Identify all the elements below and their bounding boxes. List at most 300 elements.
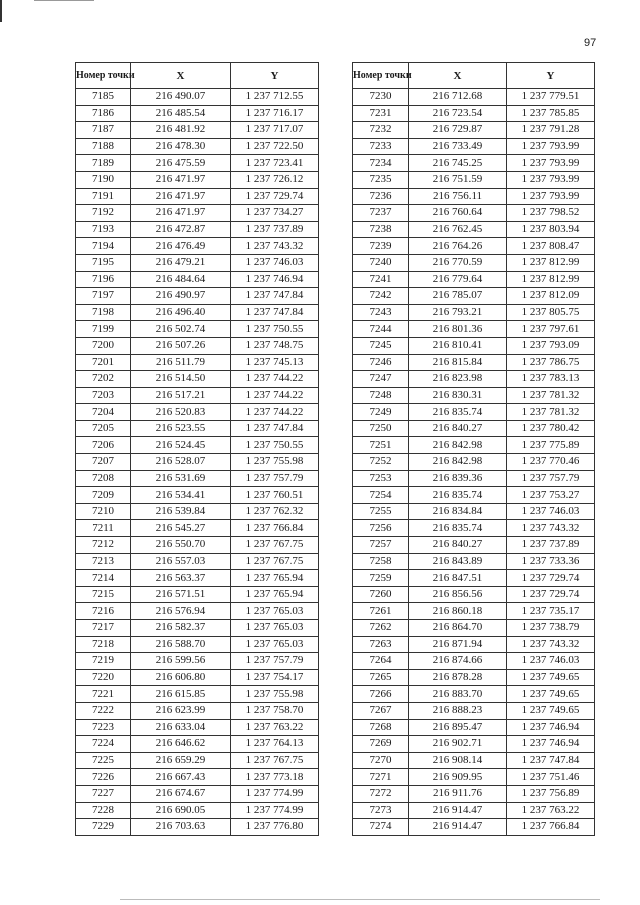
cell-y: 1 237 812.09: [507, 288, 595, 305]
cell-point-number: 7258: [353, 553, 409, 570]
table-row: [353, 620, 595, 637]
cell-x: 216 582.37: [131, 620, 231, 637]
cell-x: 216 545.27: [131, 520, 231, 537]
cell-point-number: 7261: [353, 603, 409, 620]
table-row: [353, 105, 595, 122]
cell-x: 216 484.64: [131, 271, 231, 288]
table-row: [76, 387, 319, 404]
table-row: [76, 653, 319, 670]
cell-x: 216 528.07: [131, 454, 231, 471]
cell-y: 1 237 729.74: [507, 570, 595, 587]
cell-x: 216 703.63: [131, 819, 231, 836]
cell-point-number: 7196: [76, 271, 131, 288]
cell-point-number: 7259: [353, 570, 409, 587]
cell-point-number: 7242: [353, 288, 409, 305]
cell-x: 216 615.85: [131, 686, 231, 703]
cell-x: 216 770.59: [409, 254, 507, 271]
cell-point-number: 7198: [76, 304, 131, 321]
table-row: [353, 653, 595, 670]
cell-x: 216 785.07: [409, 288, 507, 305]
cell-x: 216 810.41: [409, 337, 507, 354]
table-row: [353, 736, 595, 753]
cell-x: 216 511.79: [131, 354, 231, 371]
cell-y: 1 237 793.99: [507, 138, 595, 155]
table-row: [353, 669, 595, 686]
cell-x: 216 908.14: [409, 752, 507, 769]
table-row: [353, 769, 595, 786]
cell-point-number: 7231: [353, 105, 409, 122]
cell-y: 1 237 791.28: [507, 122, 595, 139]
cell-point-number: 7208: [76, 470, 131, 487]
table-row: [76, 420, 319, 437]
cell-point-number: 7267: [353, 702, 409, 719]
cell-point-number: 7202: [76, 371, 131, 388]
cell-point-number: 7250: [353, 420, 409, 437]
table-row: [76, 702, 319, 719]
cell-y: 1 237 744.22: [231, 404, 319, 421]
scan-edge-mark: [0, 0, 2, 22]
cell-x: 216 815.84: [409, 354, 507, 371]
table-row: [353, 553, 595, 570]
table-row: [76, 819, 319, 836]
cell-point-number: 7265: [353, 669, 409, 686]
cell-x: 216 478.30: [131, 138, 231, 155]
table-row: [353, 570, 595, 587]
cell-y: 1 237 735.17: [507, 603, 595, 620]
cell-x: 216 531.69: [131, 470, 231, 487]
cell-point-number: 7188: [76, 138, 131, 155]
cell-x: 216 843.89: [409, 553, 507, 570]
cell-x: 216 517.21: [131, 387, 231, 404]
cell-point-number: 7215: [76, 586, 131, 603]
cell-y: 1 237 753.27: [507, 487, 595, 504]
table-row: [353, 503, 595, 520]
cell-point-number: 7225: [76, 752, 131, 769]
cell-y: 1 237 780.42: [507, 420, 595, 437]
cell-y: 1 237 797.61: [507, 321, 595, 338]
cell-point-number: 7214: [76, 570, 131, 587]
table-row: [76, 454, 319, 471]
cell-point-number: 7251: [353, 437, 409, 454]
cell-x: 216 823.98: [409, 371, 507, 388]
header-y: Y: [507, 63, 595, 89]
cell-point-number: 7236: [353, 188, 409, 205]
cell-y: 1 237 749.65: [507, 669, 595, 686]
cell-y: 1 237 729.74: [507, 586, 595, 603]
cell-point-number: 7230: [353, 89, 409, 106]
cell-x: 216 733.49: [409, 138, 507, 155]
cell-y: 1 237 812.99: [507, 254, 595, 271]
cell-y: 1 237 747.84: [231, 420, 319, 437]
cell-point-number: 7186: [76, 105, 131, 122]
cell-x: 216 485.54: [131, 105, 231, 122]
table-row: [353, 122, 595, 139]
table-row: [353, 254, 595, 271]
cell-point-number: 7269: [353, 736, 409, 753]
cell-point-number: 7197: [76, 288, 131, 305]
table-row: [76, 105, 319, 122]
cell-x: 216 550.70: [131, 537, 231, 554]
cell-point-number: 7207: [76, 454, 131, 471]
cell-x: 216 914.47: [409, 819, 507, 836]
table-row: [76, 570, 319, 587]
cell-y: 1 237 774.99: [231, 785, 319, 802]
table-row: [353, 238, 595, 255]
cell-y: 1 237 746.03: [507, 653, 595, 670]
table-row: [353, 155, 595, 172]
table-row: [76, 636, 319, 653]
table-row: [76, 520, 319, 537]
cell-y: 1 237 803.94: [507, 221, 595, 238]
cell-y: 1 237 746.94: [507, 736, 595, 753]
cell-y: 1 237 746.03: [231, 254, 319, 271]
table-row: [76, 254, 319, 271]
cell-point-number: 7201: [76, 354, 131, 371]
cell-y: 1 237 745.13: [231, 354, 319, 371]
table-row: [353, 487, 595, 504]
cell-point-number: 7246: [353, 354, 409, 371]
cell-point-number: 7209: [76, 487, 131, 504]
cell-point-number: 7263: [353, 636, 409, 653]
cell-y: 1 237 749.65: [507, 702, 595, 719]
cell-point-number: 7219: [76, 653, 131, 670]
page-number: 97: [584, 37, 597, 49]
cell-point-number: 7264: [353, 653, 409, 670]
cell-x: 216 793.21: [409, 304, 507, 321]
table-row: [353, 387, 595, 404]
cell-x: 216 856.56: [409, 586, 507, 603]
table-row: [76, 221, 319, 238]
cell-x: 216 864.70: [409, 620, 507, 637]
table-row: [353, 89, 595, 106]
table-row: [76, 321, 319, 338]
cell-y: 1 237 779.51: [507, 89, 595, 106]
cell-x: 216 764.26: [409, 238, 507, 255]
table-row: [76, 553, 319, 570]
cell-y: 1 237 717.07: [231, 122, 319, 139]
cell-point-number: 7241: [353, 271, 409, 288]
cell-y: 1 237 765.03: [231, 620, 319, 637]
table-row: [76, 288, 319, 305]
cell-x: 216 490.07: [131, 89, 231, 106]
cell-x: 216 667.43: [131, 769, 231, 786]
cell-y: 1 237 783.13: [507, 371, 595, 388]
cell-x: 216 471.97: [131, 171, 231, 188]
table-row: [353, 537, 595, 554]
cell-y: 1 237 747.84: [231, 288, 319, 305]
cell-y: 1 237 765.03: [231, 636, 319, 653]
cell-y: 1 237 744.22: [231, 371, 319, 388]
cell-point-number: 7273: [353, 802, 409, 819]
cell-x: 216 646.62: [131, 736, 231, 753]
cell-y: 1 237 781.32: [507, 387, 595, 404]
cell-point-number: 7217: [76, 620, 131, 637]
table-row: [353, 371, 595, 388]
cell-point-number: 7256: [353, 520, 409, 537]
table-row: [76, 271, 319, 288]
header-x: X: [409, 63, 507, 89]
cell-point-number: 7187: [76, 122, 131, 139]
cell-x: 216 479.21: [131, 254, 231, 271]
table-row: [353, 354, 595, 371]
header-point-number: Номер точки: [76, 63, 131, 89]
cell-point-number: 7229: [76, 819, 131, 836]
table-header-row: [76, 63, 319, 89]
cell-y: 1 237 766.84: [231, 520, 319, 537]
cell-point-number: 7239: [353, 238, 409, 255]
cell-x: 216 842.98: [409, 454, 507, 471]
cell-y: 1 237 798.52: [507, 205, 595, 222]
cell-y: 1 237 765.94: [231, 586, 319, 603]
cell-y: 1 237 793.99: [507, 188, 595, 205]
cell-point-number: 7254: [353, 487, 409, 504]
cell-point-number: 7190: [76, 171, 131, 188]
cell-x: 216 481.92: [131, 122, 231, 139]
cell-point-number: 7226: [76, 769, 131, 786]
cell-point-number: 7216: [76, 603, 131, 620]
cell-y: 1 237 785.85: [507, 105, 595, 122]
cell-point-number: 7270: [353, 752, 409, 769]
cell-y: 1 237 765.03: [231, 603, 319, 620]
table-row: [76, 802, 319, 819]
table-row: [353, 819, 595, 836]
cell-x: 216 496.40: [131, 304, 231, 321]
cell-point-number: 7260: [353, 586, 409, 603]
cell-point-number: 7192: [76, 205, 131, 222]
cell-point-number: 7249: [353, 404, 409, 421]
cell-y: 1 237 767.75: [231, 752, 319, 769]
cell-y: 1 237 808.47: [507, 238, 595, 255]
cell-point-number: 7204: [76, 404, 131, 421]
cell-point-number: 7194: [76, 238, 131, 255]
cell-y: 1 237 767.75: [231, 537, 319, 554]
cell-point-number: 7257: [353, 537, 409, 554]
cell-point-number: 7210: [76, 503, 131, 520]
cell-x: 216 878.28: [409, 669, 507, 686]
cell-x: 216 534.41: [131, 487, 231, 504]
table-row: [76, 603, 319, 620]
cell-x: 216 762.45: [409, 221, 507, 238]
cell-x: 216 623.99: [131, 702, 231, 719]
cell-y: 1 237 767.75: [231, 553, 319, 570]
cell-y: 1 237 763.22: [231, 719, 319, 736]
cell-y: 1 237 757.79: [231, 653, 319, 670]
cell-x: 216 712.68: [409, 89, 507, 106]
table-row: [76, 669, 319, 686]
cell-point-number: 7235: [353, 171, 409, 188]
cell-y: 1 237 756.89: [507, 785, 595, 802]
table-row: [353, 702, 595, 719]
cell-y: 1 237 743.32: [507, 520, 595, 537]
table-row: [353, 636, 595, 653]
cell-x: 216 756.11: [409, 188, 507, 205]
cell-point-number: 7193: [76, 221, 131, 238]
cell-x: 216 539.84: [131, 503, 231, 520]
table-row: [76, 537, 319, 554]
cell-point-number: 7218: [76, 636, 131, 653]
cell-point-number: 7238: [353, 221, 409, 238]
cell-y: 1 237 754.17: [231, 669, 319, 686]
cell-y: 1 237 738.79: [507, 620, 595, 637]
table-row: [76, 155, 319, 172]
cell-x: 216 888.23: [409, 702, 507, 719]
cell-point-number: 7262: [353, 620, 409, 637]
cell-x: 216 723.54: [409, 105, 507, 122]
cell-point-number: 7189: [76, 155, 131, 172]
table-row: [76, 470, 319, 487]
cell-point-number: 7213: [76, 553, 131, 570]
cell-point-number: 7247: [353, 371, 409, 388]
table-row: [353, 404, 595, 421]
cell-point-number: 7200: [76, 337, 131, 354]
table-row: [76, 437, 319, 454]
cell-x: 216 659.29: [131, 752, 231, 769]
cell-y: 1 237 746.03: [507, 503, 595, 520]
cell-point-number: 7206: [76, 437, 131, 454]
cell-x: 216 871.94: [409, 636, 507, 653]
cell-y: 1 237 793.99: [507, 155, 595, 172]
table-row: [353, 603, 595, 620]
cell-point-number: 7195: [76, 254, 131, 271]
table-row: [76, 719, 319, 736]
cell-x: 216 690.05: [131, 802, 231, 819]
table-row: [353, 171, 595, 188]
cell-point-number: 7266: [353, 686, 409, 703]
cell-y: 1 237 744.22: [231, 387, 319, 404]
cell-point-number: 7232: [353, 122, 409, 139]
table-row: [76, 686, 319, 703]
scan-bottom-line: [120, 899, 600, 900]
cell-point-number: 7245: [353, 337, 409, 354]
coordinates-table-left: [75, 62, 319, 836]
cell-x: 216 502.74: [131, 321, 231, 338]
cell-x: 216 471.97: [131, 188, 231, 205]
cell-y: 1 237 773.18: [231, 769, 319, 786]
header-x: X: [131, 63, 231, 89]
cell-y: 1 237 770.46: [507, 454, 595, 471]
cell-y: 1 237 812.99: [507, 271, 595, 288]
cell-point-number: 7211: [76, 520, 131, 537]
cell-x: 216 729.87: [409, 122, 507, 139]
table-row: [353, 454, 595, 471]
cell-x: 216 557.03: [131, 553, 231, 570]
cell-x: 216 895.47: [409, 719, 507, 736]
cell-x: 216 835.74: [409, 404, 507, 421]
cell-y: 1 237 805.75: [507, 304, 595, 321]
table-row: [76, 238, 319, 255]
cell-point-number: 7199: [76, 321, 131, 338]
cell-x: 216 514.50: [131, 371, 231, 388]
cell-y: 1 237 774.99: [231, 802, 319, 819]
cell-x: 216 475.59: [131, 155, 231, 172]
cell-y: 1 237 757.79: [507, 470, 595, 487]
cell-y: 1 237 746.94: [231, 271, 319, 288]
cell-x: 216 633.04: [131, 719, 231, 736]
cell-x: 216 599.56: [131, 653, 231, 670]
table-row: [353, 437, 595, 454]
table-row: [353, 288, 595, 305]
cell-point-number: 7253: [353, 470, 409, 487]
cell-y: 1 237 722.50: [231, 138, 319, 155]
cell-x: 216 571.51: [131, 586, 231, 603]
cell-point-number: 7212: [76, 537, 131, 554]
cell-x: 216 902.71: [409, 736, 507, 753]
table-row: [76, 769, 319, 786]
cell-x: 216 507.26: [131, 337, 231, 354]
cell-x: 216 883.70: [409, 686, 507, 703]
cell-point-number: 7272: [353, 785, 409, 802]
cell-y: 1 237 733.36: [507, 553, 595, 570]
cell-x: 216 520.83: [131, 404, 231, 421]
cell-x: 216 860.18: [409, 603, 507, 620]
cell-x: 216 874.66: [409, 653, 507, 670]
cell-y: 1 237 763.22: [507, 802, 595, 819]
cell-x: 216 839.36: [409, 470, 507, 487]
table-row: [76, 404, 319, 421]
cell-point-number: 7221: [76, 686, 131, 703]
cell-x: 216 801.36: [409, 321, 507, 338]
table-header-row: [353, 63, 595, 89]
coordinates-table-right: [352, 62, 595, 836]
table-row: [353, 686, 595, 703]
cell-y: 1 237 786.75: [507, 354, 595, 371]
table-row: [76, 752, 319, 769]
cell-y: 1 237 747.84: [507, 752, 595, 769]
cell-y: 1 237 716.17: [231, 105, 319, 122]
cell-x: 216 490.97: [131, 288, 231, 305]
table-row: [353, 520, 595, 537]
table-row: [76, 785, 319, 802]
table-row: [353, 802, 595, 819]
scan-edge-mark: [34, 0, 94, 1]
cell-point-number: 7274: [353, 819, 409, 836]
cell-x: 216 576.94: [131, 603, 231, 620]
cell-point-number: 7222: [76, 702, 131, 719]
table-row: [76, 205, 319, 222]
table-row: [353, 586, 595, 603]
cell-y: 1 237 775.89: [507, 437, 595, 454]
cell-point-number: 7224: [76, 736, 131, 753]
cell-point-number: 7248: [353, 387, 409, 404]
table-row: [76, 89, 319, 106]
table-row: [353, 337, 595, 354]
table-row: [76, 371, 319, 388]
cell-y: 1 237 737.89: [231, 221, 319, 238]
table-row: [76, 503, 319, 520]
table-row: [76, 188, 319, 205]
cell-x: 216 563.37: [131, 570, 231, 587]
header-y: Y: [231, 63, 319, 89]
cell-y: 1 237 755.98: [231, 454, 319, 471]
table-row: [353, 420, 595, 437]
cell-y: 1 237 748.75: [231, 337, 319, 354]
cell-x: 216 471.97: [131, 205, 231, 222]
cell-y: 1 237 757.79: [231, 470, 319, 487]
cell-x: 216 476.49: [131, 238, 231, 255]
cell-y: 1 237 758.70: [231, 702, 319, 719]
cell-x: 216 745.25: [409, 155, 507, 172]
cell-point-number: 7228: [76, 802, 131, 819]
cell-x: 216 835.74: [409, 487, 507, 504]
table-row: [76, 122, 319, 139]
cell-point-number: 7185: [76, 89, 131, 106]
cell-point-number: 7191: [76, 188, 131, 205]
table-row: [353, 138, 595, 155]
cell-x: 216 588.70: [131, 636, 231, 653]
table-row: [353, 752, 595, 769]
cell-point-number: 7252: [353, 454, 409, 471]
cell-x: 216 914.47: [409, 802, 507, 819]
